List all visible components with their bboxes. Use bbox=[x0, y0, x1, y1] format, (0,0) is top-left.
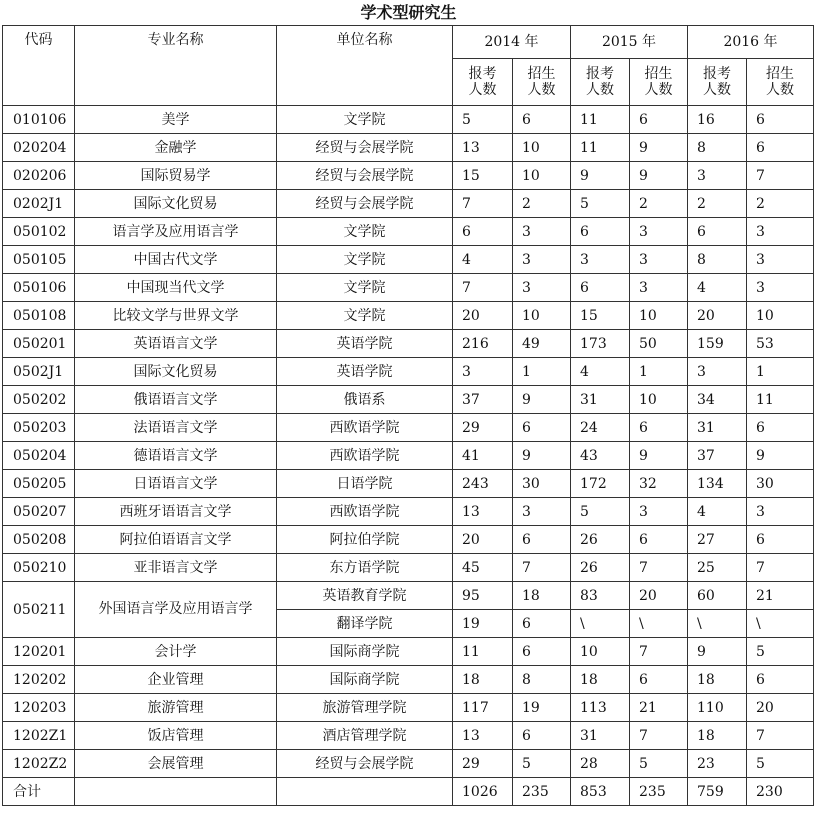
table-row bbox=[3, 246, 814, 274]
cell-major: 外国语言学及应用语言学 bbox=[75, 582, 277, 638]
cell-value: 30 bbox=[747, 470, 814, 498]
cell-value: 3 bbox=[513, 246, 571, 274]
cell-value: 2 bbox=[688, 190, 747, 218]
cell-value: 37 bbox=[453, 386, 513, 414]
cell-value: 6 bbox=[747, 414, 814, 442]
cell-value: 29 bbox=[453, 414, 513, 442]
cell-value: 83 bbox=[571, 582, 630, 610]
cell-value: 9 bbox=[747, 442, 814, 470]
header-major: 专业名称 bbox=[75, 26, 277, 106]
cell-value: 7 bbox=[453, 190, 513, 218]
cell-value: 7 bbox=[630, 722, 688, 750]
cell-value: 6 bbox=[630, 666, 688, 694]
cell-value: 3 bbox=[630, 218, 688, 246]
cell-total-value: 235 bbox=[513, 778, 571, 806]
cell-value: 37 bbox=[688, 442, 747, 470]
cell-value: 23 bbox=[688, 750, 747, 778]
cell-major: 俄语语言文学 bbox=[75, 386, 277, 414]
cell-value: 11 bbox=[571, 106, 630, 134]
header-code: 代码 bbox=[3, 26, 75, 106]
cell-unit: 英语学院 bbox=[277, 330, 453, 358]
cell-value: 11 bbox=[747, 386, 814, 414]
cell-unit: 日语学院 bbox=[277, 470, 453, 498]
cell-major: 语言学及应用语言学 bbox=[75, 218, 277, 246]
cell-value: 7 bbox=[747, 722, 814, 750]
cell-value: 6 bbox=[571, 274, 630, 302]
cell-value: 9 bbox=[513, 442, 571, 470]
cell-value: 2 bbox=[747, 190, 814, 218]
cell-unit: 文学院 bbox=[277, 246, 453, 274]
cell-value: 6 bbox=[513, 106, 571, 134]
cell-unit: 阿拉伯学院 bbox=[277, 526, 453, 554]
table-row bbox=[3, 274, 814, 302]
cell-code: 050201 bbox=[3, 330, 75, 358]
cell-value: 5 bbox=[453, 106, 513, 134]
table-row bbox=[3, 162, 814, 190]
cell-value: 3 bbox=[513, 274, 571, 302]
cell-value: 13 bbox=[453, 722, 513, 750]
table-row bbox=[3, 666, 814, 694]
header-year-2015: 2015 年 bbox=[571, 26, 688, 59]
cell-value: 7 bbox=[453, 274, 513, 302]
cell-value: 9 bbox=[630, 162, 688, 190]
cell-value: 20 bbox=[453, 302, 513, 330]
cell-major: 德语语言文学 bbox=[75, 442, 277, 470]
cell-unit: 文学院 bbox=[277, 218, 453, 246]
cell-value: 7 bbox=[513, 554, 571, 582]
cell-code: 050106 bbox=[3, 274, 75, 302]
cell-value: 3 bbox=[747, 274, 814, 302]
cell-value: 28 bbox=[571, 750, 630, 778]
cell-total-label: 合计 bbox=[3, 778, 75, 806]
cell-major: 金融学 bbox=[75, 134, 277, 162]
cell-value: 24 bbox=[571, 414, 630, 442]
cell-code: 0202J1 bbox=[3, 190, 75, 218]
cell-total-value: 235 bbox=[630, 778, 688, 806]
table-row bbox=[3, 358, 814, 386]
cell-value: 31 bbox=[571, 722, 630, 750]
cell-value: 41 bbox=[453, 442, 513, 470]
cell-value: 31 bbox=[688, 414, 747, 442]
header-applied-line: 人数 bbox=[586, 82, 614, 98]
cell-value: 3 bbox=[513, 218, 571, 246]
cell-value: 16 bbox=[688, 106, 747, 134]
graduate-admissions-table bbox=[2, 25, 814, 806]
cell-value: 3 bbox=[630, 274, 688, 302]
cell-value: 5 bbox=[630, 750, 688, 778]
cell-value: 7 bbox=[747, 162, 814, 190]
cell-total-value: 230 bbox=[747, 778, 814, 806]
cell-code: 050204 bbox=[3, 442, 75, 470]
cell-code: 050102 bbox=[3, 218, 75, 246]
cell-total-value: 759 bbox=[688, 778, 747, 806]
cell-major: 中国古代文学 bbox=[75, 246, 277, 274]
cell-value: 43 bbox=[571, 442, 630, 470]
cell-value: 34 bbox=[688, 386, 747, 414]
cell-unit: 国际商学院 bbox=[277, 638, 453, 666]
cell-value: 5 bbox=[513, 750, 571, 778]
cell-value: 13 bbox=[453, 134, 513, 162]
header-applied-line: 人数 bbox=[703, 82, 731, 98]
table-row bbox=[3, 582, 814, 610]
total-row bbox=[3, 778, 814, 806]
cell-major: 国际贸易学 bbox=[75, 162, 277, 190]
table-row bbox=[3, 470, 814, 498]
cell-value: 7 bbox=[630, 554, 688, 582]
cell-unit: 文学院 bbox=[277, 274, 453, 302]
cell-value: 6 bbox=[747, 526, 814, 554]
header-enrolled-line: 人数 bbox=[644, 82, 673, 98]
cell-value: 19 bbox=[453, 610, 513, 638]
cell-value: 6 bbox=[747, 134, 814, 162]
cell-unit: 国际商学院 bbox=[277, 666, 453, 694]
cell-value: 10 bbox=[630, 386, 688, 414]
header-enrolled bbox=[630, 59, 688, 106]
cell-value: 26 bbox=[571, 526, 630, 554]
cell-unit: 经贸与会展学院 bbox=[277, 134, 453, 162]
cell-value: 60 bbox=[688, 582, 747, 610]
cell-value: 243 bbox=[453, 470, 513, 498]
cell-value: 9 bbox=[571, 162, 630, 190]
header-enrolled-line: 人数 bbox=[527, 82, 556, 98]
cell-value: 10 bbox=[630, 302, 688, 330]
cell-value: 10 bbox=[513, 302, 571, 330]
table-row bbox=[3, 554, 814, 582]
cell-value: 6 bbox=[630, 526, 688, 554]
cell-value: 8 bbox=[513, 666, 571, 694]
cell-unit: 东方语学院 bbox=[277, 554, 453, 582]
cell-major: 日语语言文学 bbox=[75, 470, 277, 498]
cell-value: 10 bbox=[513, 134, 571, 162]
cell-code: 050211 bbox=[3, 582, 75, 638]
cell-value: \ bbox=[630, 610, 688, 638]
cell-value: 3 bbox=[630, 498, 688, 526]
cell-total-value: 853 bbox=[571, 778, 630, 806]
cell-value: 134 bbox=[688, 470, 747, 498]
cell-unit: 酒店管理学院 bbox=[277, 722, 453, 750]
cell-value: 15 bbox=[453, 162, 513, 190]
cell-major: 美学 bbox=[75, 106, 277, 134]
cell-code: 1202Z2 bbox=[3, 750, 75, 778]
cell-value: \ bbox=[688, 610, 747, 638]
cell-value: 9 bbox=[688, 638, 747, 666]
table-row bbox=[3, 750, 814, 778]
cell-value: 1 bbox=[630, 358, 688, 386]
cell-value: 45 bbox=[453, 554, 513, 582]
cell-value: 18 bbox=[571, 666, 630, 694]
cell-value: 95 bbox=[453, 582, 513, 610]
table-row bbox=[3, 134, 814, 162]
cell-code: 0502J1 bbox=[3, 358, 75, 386]
cell-value: 5 bbox=[747, 750, 814, 778]
cell-value: 9 bbox=[513, 386, 571, 414]
cell-value: 3 bbox=[747, 498, 814, 526]
cell-value: 9 bbox=[630, 134, 688, 162]
cell-value: 13 bbox=[453, 498, 513, 526]
cell-unit: 西欧语学院 bbox=[277, 498, 453, 526]
cell-major: 旅游管理 bbox=[75, 694, 277, 722]
cell-value: 173 bbox=[571, 330, 630, 358]
cell-value: 5 bbox=[571, 190, 630, 218]
cell-value: 6 bbox=[513, 638, 571, 666]
cell-major: 比较文学与世界文学 bbox=[75, 302, 277, 330]
cell-value: 3 bbox=[630, 246, 688, 274]
cell-code: 050105 bbox=[3, 246, 75, 274]
cell-code: 050207 bbox=[3, 498, 75, 526]
cell-value: 49 bbox=[513, 330, 571, 358]
cell-value: 18 bbox=[688, 722, 747, 750]
cell-major: 阿拉伯语语言文学 bbox=[75, 526, 277, 554]
cell-value: \ bbox=[747, 610, 814, 638]
cell-unit: 经贸与会展学院 bbox=[277, 750, 453, 778]
cell-value: 21 bbox=[747, 582, 814, 610]
table-row bbox=[3, 386, 814, 414]
table-row bbox=[3, 498, 814, 526]
cell-total-value: 1026 bbox=[453, 778, 513, 806]
table-row bbox=[3, 638, 814, 666]
cell-value: 18 bbox=[513, 582, 571, 610]
header-applied-line: 报考 bbox=[586, 66, 614, 82]
cell-value: 6 bbox=[747, 666, 814, 694]
cell-major: 国际文化贸易 bbox=[75, 190, 277, 218]
cell-unit: 文学院 bbox=[277, 302, 453, 330]
cell-value: 1 bbox=[747, 358, 814, 386]
cell-value: 159 bbox=[688, 330, 747, 358]
table-row bbox=[3, 526, 814, 554]
cell-code: 050208 bbox=[3, 526, 75, 554]
cell-value: 6 bbox=[630, 106, 688, 134]
cell-value: 6 bbox=[453, 218, 513, 246]
cell-major: 西班牙语语言文学 bbox=[75, 498, 277, 526]
cell-value: 30 bbox=[513, 470, 571, 498]
cell-value: 6 bbox=[513, 414, 571, 442]
cell-value: 6 bbox=[630, 414, 688, 442]
table-row bbox=[3, 106, 814, 134]
cell-value: 10 bbox=[513, 162, 571, 190]
cell-value: 31 bbox=[571, 386, 630, 414]
cell-unit: 西欧语学院 bbox=[277, 442, 453, 470]
cell-unit: 经贸与会展学院 bbox=[277, 162, 453, 190]
table-row bbox=[3, 302, 814, 330]
header-year-2016: 2016 年 bbox=[688, 26, 814, 59]
header-applied-line: 报考 bbox=[703, 66, 731, 82]
table-row bbox=[3, 414, 814, 442]
cell-value: 21 bbox=[630, 694, 688, 722]
cell-unit: 俄语系 bbox=[277, 386, 453, 414]
cell-unit: 英语学院 bbox=[277, 358, 453, 386]
cell-value: 3 bbox=[688, 162, 747, 190]
cell-major: 中国现当代文学 bbox=[75, 274, 277, 302]
cell-value: 7 bbox=[630, 638, 688, 666]
cell-value: 3 bbox=[571, 246, 630, 274]
header-enrolled-line: 招生 bbox=[644, 66, 673, 82]
cell-unit: 经贸与会展学院 bbox=[277, 190, 453, 218]
cell-value: 20 bbox=[453, 526, 513, 554]
table-row bbox=[3, 722, 814, 750]
cell-code: 050202 bbox=[3, 386, 75, 414]
cell-value: 19 bbox=[513, 694, 571, 722]
cell-code: 120203 bbox=[3, 694, 75, 722]
cell-value: 27 bbox=[688, 526, 747, 554]
cell-code: 020206 bbox=[3, 162, 75, 190]
cell-empty bbox=[277, 778, 453, 806]
cell-value: 4 bbox=[688, 498, 747, 526]
cell-major: 饭店管理 bbox=[75, 722, 277, 750]
cell-value: 3 bbox=[513, 498, 571, 526]
cell-value: 20 bbox=[630, 582, 688, 610]
cell-value: 113 bbox=[571, 694, 630, 722]
cell-value: 6 bbox=[747, 106, 814, 134]
cell-value: 26 bbox=[571, 554, 630, 582]
header-applied bbox=[571, 59, 630, 106]
cell-value: 9 bbox=[630, 442, 688, 470]
cell-value: 3 bbox=[747, 218, 814, 246]
cell-major: 亚非语言文学 bbox=[75, 554, 277, 582]
cell-value: 20 bbox=[747, 694, 814, 722]
table-row bbox=[3, 694, 814, 722]
cell-value: 10 bbox=[571, 638, 630, 666]
cell-value: 18 bbox=[453, 666, 513, 694]
header-enrolled-line: 招生 bbox=[527, 66, 556, 82]
cell-value: 3 bbox=[688, 358, 747, 386]
header-applied-line: 报考 bbox=[468, 66, 497, 82]
header-applied bbox=[688, 59, 747, 106]
cell-code: 050203 bbox=[3, 414, 75, 442]
cell-value: 6 bbox=[513, 722, 571, 750]
cell-value: 50 bbox=[630, 330, 688, 358]
header-year-2014: 2014 年 bbox=[453, 26, 571, 59]
cell-value: 18 bbox=[688, 666, 747, 694]
cell-value: 6 bbox=[688, 218, 747, 246]
cell-major: 会计学 bbox=[75, 638, 277, 666]
cell-code: 010106 bbox=[3, 106, 75, 134]
cell-value: 3 bbox=[747, 246, 814, 274]
cell-value: 3 bbox=[453, 358, 513, 386]
cell-major: 会展管理 bbox=[75, 750, 277, 778]
cell-value: 8 bbox=[688, 246, 747, 274]
cell-code: 120202 bbox=[3, 666, 75, 694]
cell-value: 8 bbox=[688, 134, 747, 162]
cell-unit: 文学院 bbox=[277, 106, 453, 134]
cell-value: 6 bbox=[513, 526, 571, 554]
header-enrolled bbox=[513, 59, 571, 106]
cell-value: 2 bbox=[630, 190, 688, 218]
header-applied bbox=[453, 59, 513, 106]
table-row bbox=[3, 330, 814, 358]
cell-value: 6 bbox=[571, 218, 630, 246]
cell-unit: 翻译学院 bbox=[277, 610, 453, 638]
cell-value: 4 bbox=[571, 358, 630, 386]
table-row bbox=[3, 442, 814, 470]
cell-value: 7 bbox=[747, 554, 814, 582]
cell-value: 117 bbox=[453, 694, 513, 722]
cell-major: 国际文化贸易 bbox=[75, 358, 277, 386]
header-row-years bbox=[3, 26, 814, 59]
cell-code: 120201 bbox=[3, 638, 75, 666]
cell-value: 5 bbox=[571, 498, 630, 526]
cell-value: 29 bbox=[453, 750, 513, 778]
table-row bbox=[3, 190, 814, 218]
cell-value: 11 bbox=[453, 638, 513, 666]
cell-value: 15 bbox=[571, 302, 630, 330]
cell-value: 32 bbox=[630, 470, 688, 498]
cell-value: 6 bbox=[513, 610, 571, 638]
header-applied-line: 人数 bbox=[468, 82, 497, 98]
cell-unit: 英语教育学院 bbox=[277, 582, 453, 610]
table-title: 学术型研究生 bbox=[360, 3, 457, 22]
cell-unit: 旅游管理学院 bbox=[277, 694, 453, 722]
header-unit: 单位名称 bbox=[277, 26, 453, 106]
cell-code: 050205 bbox=[3, 470, 75, 498]
cell-major: 法语语言文学 bbox=[75, 414, 277, 442]
cell-value: 20 bbox=[688, 302, 747, 330]
header-enrolled bbox=[747, 59, 814, 106]
cell-value: 4 bbox=[688, 274, 747, 302]
cell-code: 020204 bbox=[3, 134, 75, 162]
cell-value: 53 bbox=[747, 330, 814, 358]
cell-code: 1202Z1 bbox=[3, 722, 75, 750]
cell-value: 11 bbox=[571, 134, 630, 162]
cell-value: 4 bbox=[453, 246, 513, 274]
cell-value: \ bbox=[571, 610, 630, 638]
cell-value: 216 bbox=[453, 330, 513, 358]
cell-major: 英语语言文学 bbox=[75, 330, 277, 358]
cell-value: 1 bbox=[513, 358, 571, 386]
cell-value: 172 bbox=[571, 470, 630, 498]
cell-major: 企业管理 bbox=[75, 666, 277, 694]
table-row bbox=[3, 218, 814, 246]
cell-value: 5 bbox=[747, 638, 814, 666]
cell-value: 10 bbox=[747, 302, 814, 330]
cell-unit: 西欧语学院 bbox=[277, 414, 453, 442]
header-enrolled-line: 招生 bbox=[766, 66, 794, 82]
cell-code: 050210 bbox=[3, 554, 75, 582]
cell-empty bbox=[75, 778, 277, 806]
cell-value: 110 bbox=[688, 694, 747, 722]
cell-value: 25 bbox=[688, 554, 747, 582]
cell-value: 2 bbox=[513, 190, 571, 218]
cell-code: 050108 bbox=[3, 302, 75, 330]
header-enrolled-line: 人数 bbox=[766, 82, 794, 98]
